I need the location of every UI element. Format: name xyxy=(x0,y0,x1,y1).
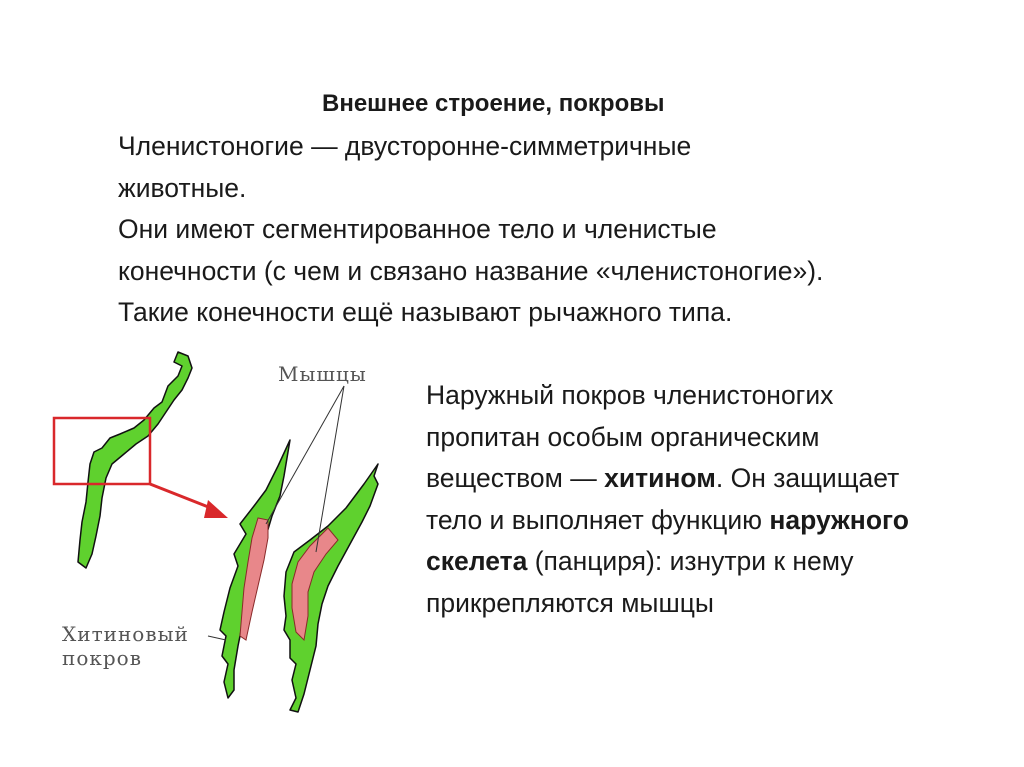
desc-line: пропитан особым органическим xyxy=(426,421,820,452)
label-chitin-cover-1: Хитиновый xyxy=(62,622,189,646)
desc-line xyxy=(426,541,1016,583)
slide-title: Внешнее строение, покровы xyxy=(322,90,665,117)
label-chitin-cover-2: покров xyxy=(62,646,142,670)
limb-shape xyxy=(78,352,192,568)
term-exoskeleton-2: скелета xyxy=(426,546,528,576)
zoom-arrow xyxy=(150,484,216,510)
limb-illustration xyxy=(28,340,408,760)
term-exoskeleton-1: наружного xyxy=(769,504,909,535)
desc-line xyxy=(426,500,1016,542)
desc-line xyxy=(426,458,1016,500)
limb-diagram xyxy=(28,340,408,760)
intro-line: животные. xyxy=(118,172,247,203)
intro-line: Такие конечности ещё называют рычажного типа. xyxy=(118,297,733,327)
intro-line: Они имеют сегментированное тело и членистые xyxy=(118,214,717,244)
desc-line: прикрепляются мышцы xyxy=(426,587,714,618)
desc-text: тело и выполняет функцию xyxy=(426,504,770,535)
intro-line: Членистоногие — двусторонне-симметричные xyxy=(118,131,692,161)
desc-text: . Он защищает xyxy=(715,463,900,493)
label-muscles: Мышцы xyxy=(278,362,367,386)
desc-line: Наружный покров членистоногих xyxy=(426,380,834,410)
intro-line: конечности (с чем и связано название «членистоногие»). xyxy=(118,255,824,286)
leader-line xyxy=(208,636,226,640)
desc-text: (панциря): изнутри к нему xyxy=(527,546,854,576)
term-chitin: хитином xyxy=(604,463,716,493)
zoom-arrow-head xyxy=(204,500,228,518)
intro-text xyxy=(118,126,978,334)
chitin-description xyxy=(426,375,1016,624)
desc-text: веществом — xyxy=(426,463,605,493)
